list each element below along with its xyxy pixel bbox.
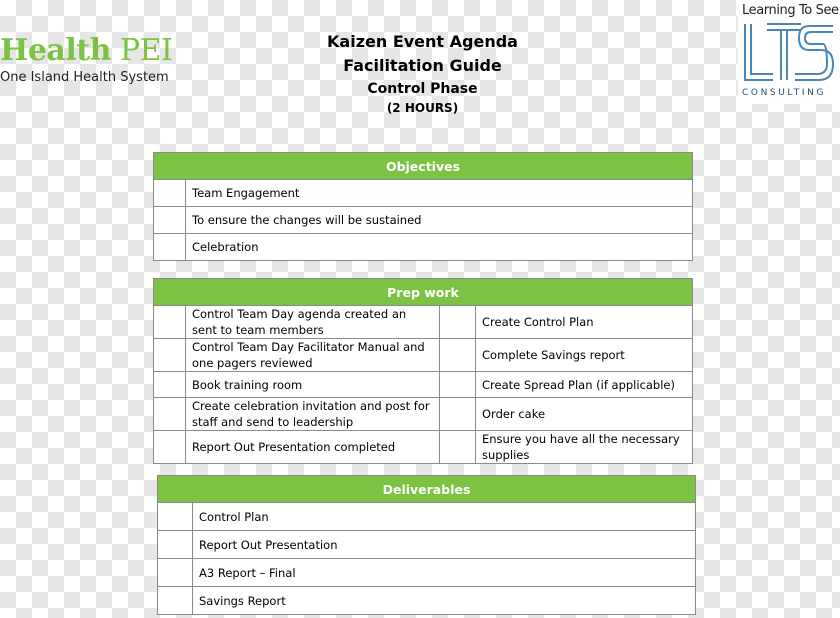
prep-item-right: Complete Savings report [476, 339, 693, 372]
title-line-2: Facilitation Guide [343, 56, 502, 75]
lts-bottom-text: CONSULTING [742, 88, 827, 98]
checkbox-cell [440, 372, 476, 398]
title-line-3: Control Phase [367, 81, 478, 97]
objectives-header: Objectives [154, 153, 693, 180]
prep-item-right: Create Control Plan [476, 306, 693, 339]
checkbox-cell [158, 531, 193, 559]
checkbox-cell [158, 559, 193, 587]
title-line-1: Kaizen Event Agenda [327, 32, 518, 51]
checkbox-cell [154, 180, 186, 207]
prep-item-right: Order cake [476, 398, 693, 431]
checkbox-cell [154, 431, 186, 464]
prep-item-left: Control Team Day agenda created an sent to team members [186, 306, 440, 339]
document-title [280, 30, 565, 116]
objective-item: Celebration [186, 234, 693, 261]
checkbox-cell [440, 339, 476, 372]
title-line-4: (2 HOURS) [386, 101, 459, 115]
checkbox-cell [154, 306, 186, 339]
lts-consulting-logo [738, 0, 840, 104]
deliverables-table [157, 475, 696, 615]
deliverable-item: Report Out Presentation [193, 531, 696, 559]
checkbox-cell [440, 398, 476, 431]
checkbox-cell [158, 587, 193, 615]
objectives-table [153, 152, 693, 261]
deliverable-item: A3 Report – Final [193, 559, 696, 587]
prep-item-left: Create celebration invitation and post for staff and send to leadership [186, 398, 440, 431]
logo-name: Health PEI [0, 33, 173, 68]
health-pei-logo [0, 33, 173, 86]
prep-work-header: Prep work [154, 279, 693, 306]
checkbox-cell [154, 372, 186, 398]
lts-top-text: Learning To See [742, 3, 839, 18]
prep-item-right: Create Spread Plan (if applicable) [476, 372, 693, 398]
prep-item-left: Control Team Day Facilitator Manual and one pagers reviewed [186, 339, 440, 372]
deliverable-item: Savings Report [193, 587, 696, 615]
logo-tagline: One Island Health System [0, 70, 169, 85]
checkbox-cell [154, 398, 186, 431]
checkbox-cell [154, 339, 186, 372]
deliverable-item: Control Plan [193, 503, 696, 531]
checkbox-cell [154, 207, 186, 234]
prep-work-table [153, 278, 693, 464]
prep-item-right: Ensure you have all the necessary supplies [476, 431, 693, 464]
checkbox-cell [440, 431, 476, 464]
checkbox-cell [440, 306, 476, 339]
prep-item-left: Report Out Presentation completed [186, 431, 440, 464]
objective-item: Team Engagement [186, 180, 693, 207]
prep-item-left: Book training room [186, 372, 440, 398]
objective-item: To ensure the changes will be sustained [186, 207, 693, 234]
lts-mark-icon [743, 22, 835, 84]
deliverables-header: Deliverables [158, 476, 696, 503]
checkbox-cell [154, 234, 186, 261]
checkbox-cell [158, 503, 193, 531]
